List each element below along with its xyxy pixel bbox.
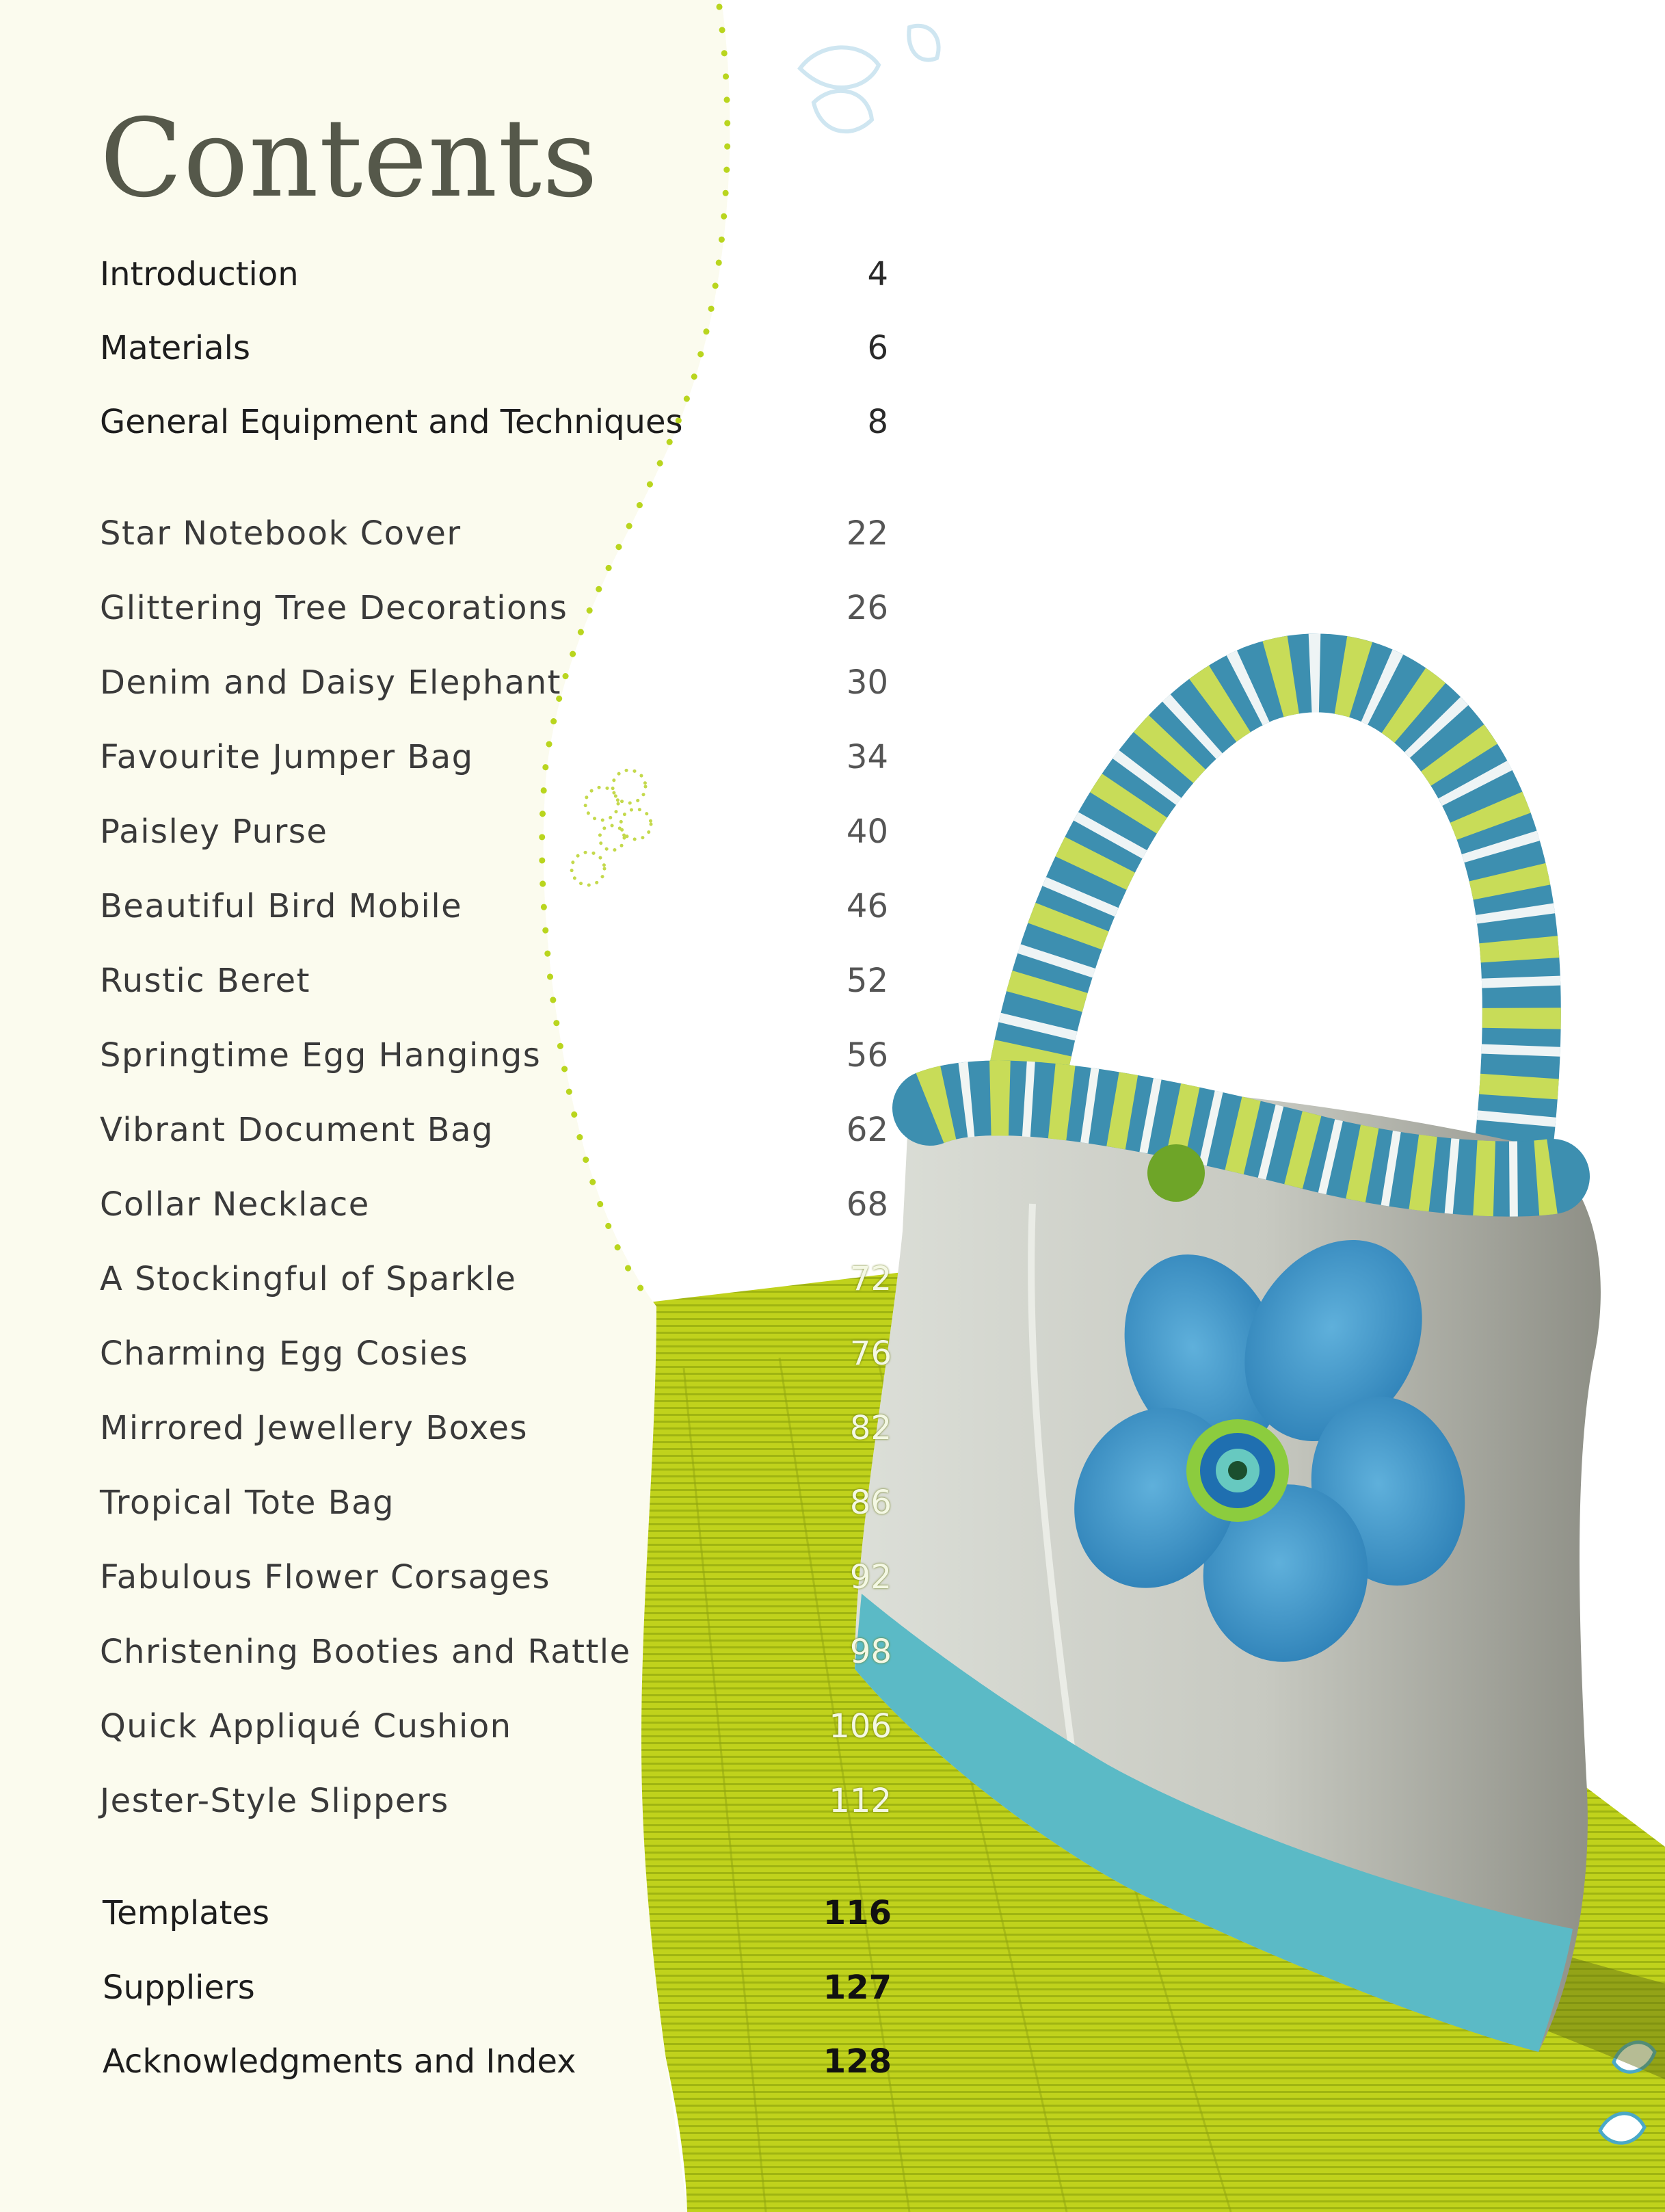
toc-entry-page: 116 xyxy=(823,1894,892,1932)
toc-entry-page: 106 xyxy=(829,1707,892,1746)
toc-entry-label: Mirrored Jewellery Boxes xyxy=(100,1409,528,1447)
toc-entry-page: 62 xyxy=(846,1111,888,1149)
toc-entry-page: 40 xyxy=(846,813,888,851)
toc-entry-page: 128 xyxy=(823,2042,892,2081)
toc-entry-label: Denim and Daisy Elephant xyxy=(100,663,561,702)
toc-entry-page: 72 xyxy=(849,1260,892,1298)
toc-entry-label: Favourite Jumper Bag xyxy=(100,738,474,776)
toc-entry-label: Fabulous Flower Corsages xyxy=(100,1558,551,1596)
toc-entry-label: Templates xyxy=(103,1894,270,1932)
toc-entry-label: Christening Booties and Rattle xyxy=(100,1633,631,1671)
toc-entry-label: Tropical Tote Bag xyxy=(100,1484,395,1522)
toc-entry-page: 34 xyxy=(846,738,888,776)
toc-entry-label: Star Notebook Cover xyxy=(100,514,462,553)
toc-entry-page: 127 xyxy=(823,1969,892,2007)
toc-entry-label: Springtime Egg Hangings xyxy=(100,1036,542,1075)
toc-entry-label: Paisley Purse xyxy=(100,813,328,851)
toc-entry-page: 46 xyxy=(846,887,888,925)
toc-entry-label: Glittering Tree Decorations xyxy=(100,589,568,627)
toc-entry-page: 112 xyxy=(829,1782,892,1820)
toc-entry-label: Materials xyxy=(100,329,251,367)
toc-entry-label: Rustic Beret xyxy=(100,962,310,1000)
toc-entry-label: Introduction xyxy=(100,255,299,293)
toc-entry-page: 56 xyxy=(846,1036,888,1075)
toc-entry-page: 68 xyxy=(846,1185,888,1224)
toc-entry-page: 30 xyxy=(846,663,888,702)
toc-entry-label: Vibrant Document Bag xyxy=(100,1111,494,1149)
toc-entry-label: Suppliers xyxy=(103,1969,255,2007)
toc-entry-label: Quick Appliqué Cushion xyxy=(100,1707,512,1746)
toc-entry-label: Acknowledgments and Index xyxy=(103,2042,576,2081)
toc-entry-page: 76 xyxy=(849,1334,892,1373)
toc-entry-page: 26 xyxy=(846,589,888,627)
toc-entry-page: 82 xyxy=(849,1409,892,1447)
toc-entry-page: 98 xyxy=(849,1633,892,1671)
toc-entry-label: General Equipment and Techniques xyxy=(100,403,683,441)
toc-entry-page: 52 xyxy=(846,962,888,1000)
toc-entry-page: 8 xyxy=(867,403,888,441)
toc-entry-page: 4 xyxy=(867,255,888,293)
toc-entry-label: Charming Egg Cosies xyxy=(100,1334,469,1373)
toc-entry-page: 22 xyxy=(846,514,888,553)
page-title: Contents xyxy=(100,96,599,222)
toc-entry-page: 92 xyxy=(849,1558,892,1596)
toc-entry-label: Beautiful Bird Mobile xyxy=(100,887,463,925)
toc-entry-label: A Stockingful of Sparkle xyxy=(100,1260,517,1298)
toc-entry-page: 6 xyxy=(867,329,888,367)
toc-entry-label: Collar Necklace xyxy=(100,1185,370,1224)
toc-entry-label: Jester-Style Slippers xyxy=(100,1782,449,1820)
toc-entry-page: 86 xyxy=(849,1484,892,1522)
